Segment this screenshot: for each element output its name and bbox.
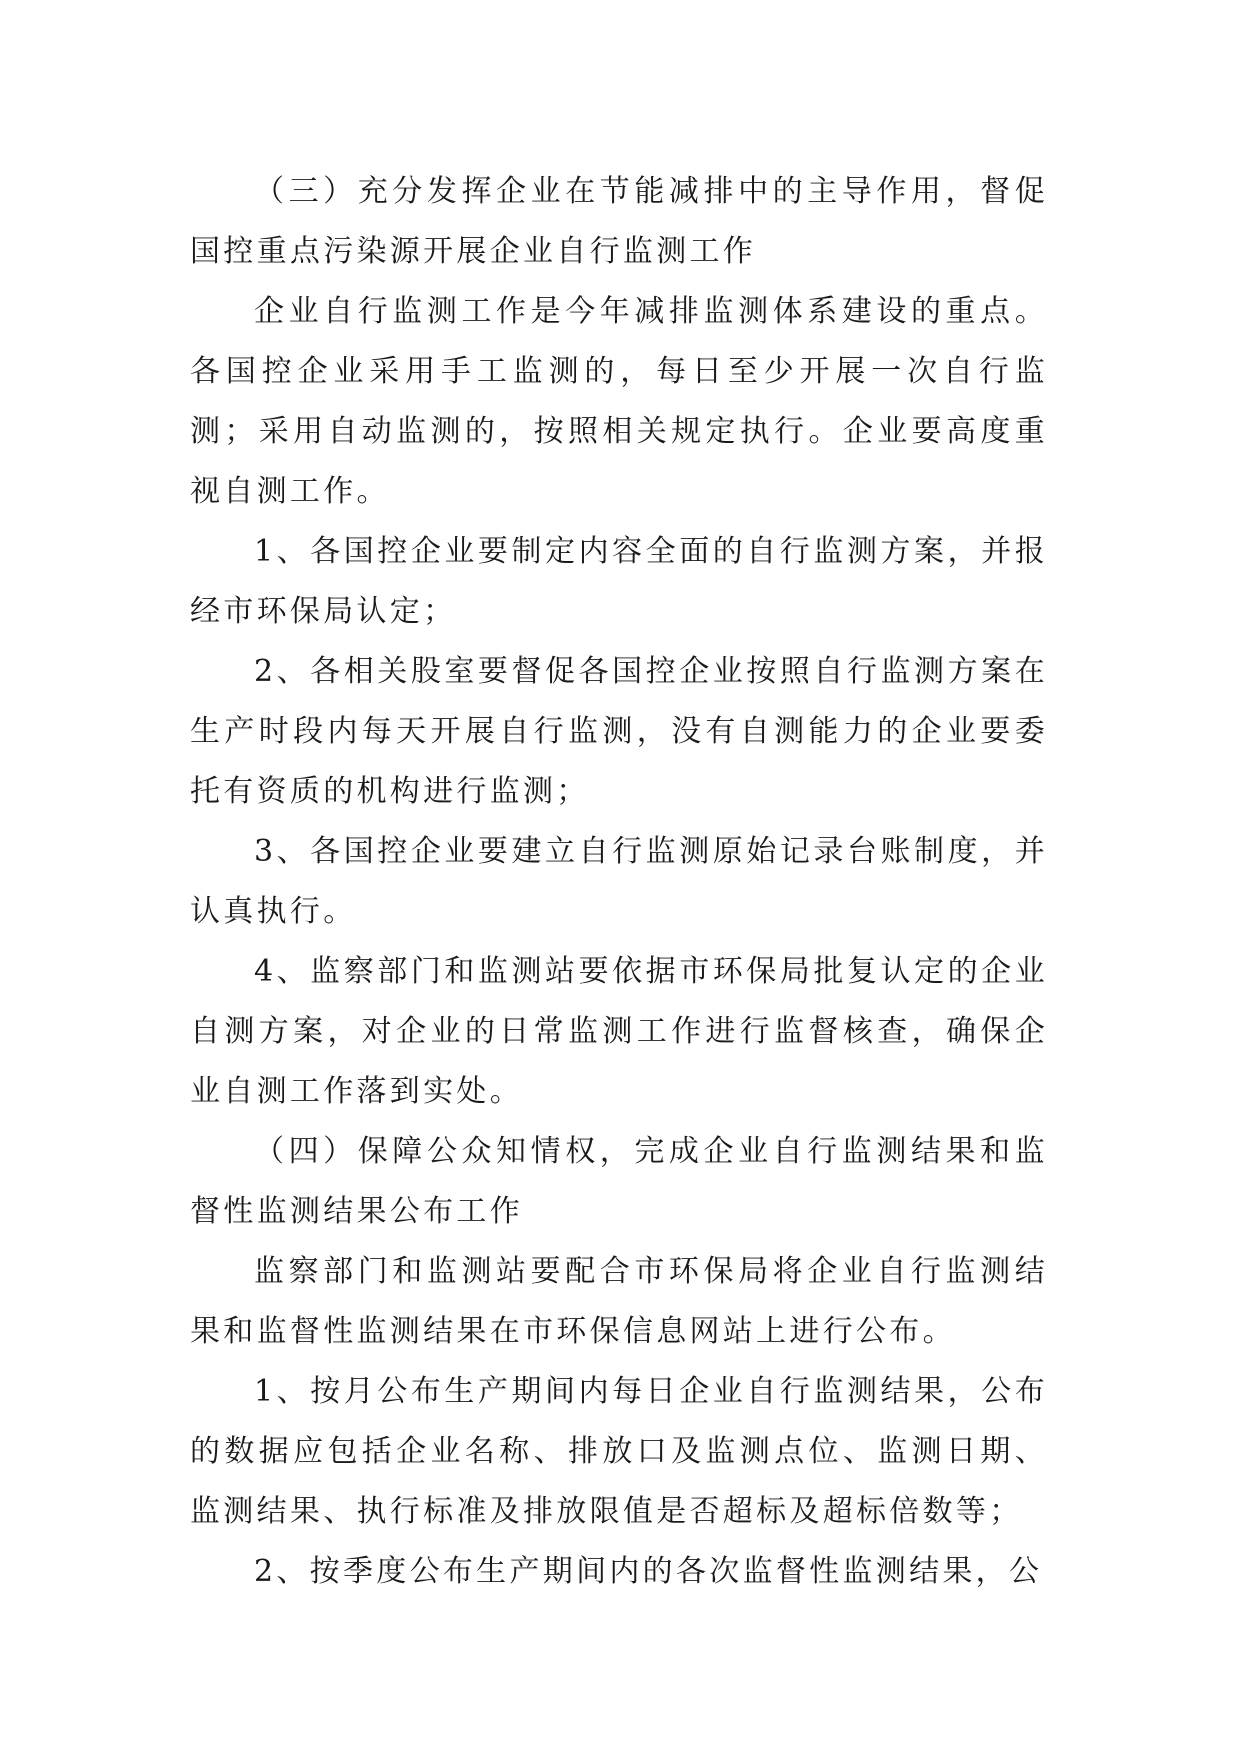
body-paragraph: 监察部门和监测站要配合市环保局将企业自行监测结果和监督性监测结果在市环保信息网站上进行公布。 xyxy=(190,1254,1048,1349)
section-heading-four: （四）保障公众知情权，完成企业自行监测结果和监督性监测结果公布工作 xyxy=(190,1134,1048,1229)
section-heading-three: （三）充分发挥企业在节能减排中的主导作用，督促国控重点污染源开展企业自行监测工作 xyxy=(190,174,1048,269)
list-item-2: 2、按季度公布生产期间内的各次监督性监测结果，公 xyxy=(254,1554,1043,1589)
list-item-1: 1、各国控企业要制定内容全面的自行监测方案，并报经市环保局认定； xyxy=(190,534,1048,629)
document-body xyxy=(190,162,1048,1602)
list-item-4: 4、监察部门和监测站要依据市环保局批复认定的企业自测方案，对企业的日常监测工作进行监督核查，确保企业自测工作落到实处。 xyxy=(190,954,1048,1109)
body-paragraph: 企业自行监测工作是今年减排监测体系建设的重点。各国控企业采用手工监测的，每日至少开展一次自行监测；采用自动监测的，按照相关规定执行。企业要高度重视自测工作。 xyxy=(190,294,1048,509)
list-item-2: 2、各相关股室要督促各国控企业按照自行监测方案在生产时段内每天开展自行监测，没有自测能力的企业要委托有资质的机构进行监测； xyxy=(190,654,1048,809)
list-item-1: 1、按月公布生产期间内每日企业自行监测结果，公布的数据应包括企业名称、排放口及监测点位、监测日期、监测结果、执行标准及排放限值是否超标及超标倍数等； xyxy=(190,1374,1048,1529)
list-item-3: 3、各国控企业要建立自行监测原始记录台账制度，并认真执行。 xyxy=(190,834,1048,929)
